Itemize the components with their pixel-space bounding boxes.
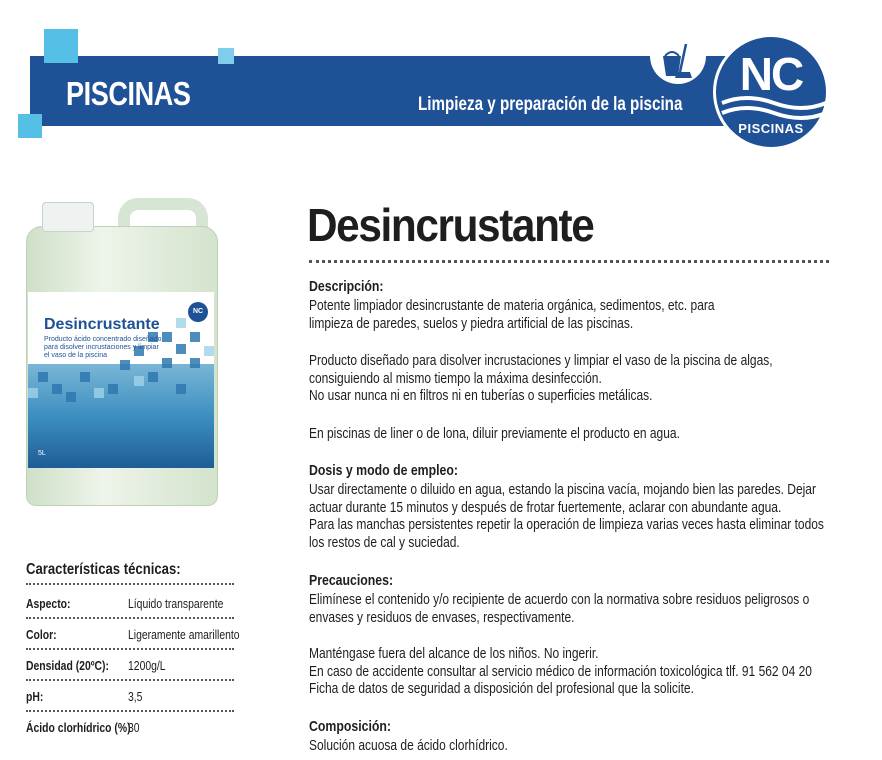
text-line: consiguiendo al mismo tiempo la máxima desinfección.: [309, 369, 602, 387]
banner-subtitle: Limpieza y preparación de la piscina: [418, 94, 683, 115]
section-text-precauciones: [309, 591, 809, 626]
section-text-liner: [309, 425, 680, 443]
dotted-divider: [26, 710, 234, 712]
banner-title: PISCINAS: [66, 75, 191, 112]
dotted-divider: [26, 617, 234, 619]
dotted-divider: [309, 260, 829, 263]
text-line: limpieza de paredes, suelos y piedra artificial de las piscinas.: [309, 314, 634, 332]
text-line: Manténgase fuera del alcance de los niños. No ingerir.: [309, 645, 599, 662]
text-line: En caso de accidente consultar al servicio médico de información toxicológica tlf. 91 562 04 20: [309, 662, 812, 680]
spec-value: 30: [128, 720, 140, 735]
section-text-producto: [309, 352, 773, 405]
text-line: Solución acuosa de ácido clorhídrico.: [309, 737, 508, 754]
dotted-divider: [26, 679, 234, 681]
section-text-seguridad: [309, 645, 812, 698]
section-heading-composicion: Composición:: [309, 718, 391, 735]
label-product-name: Desincrustante: [44, 316, 160, 333]
decor-square: [18, 114, 42, 138]
bottle-label: [28, 292, 214, 468]
section-heading-precauciones: Precauciones:: [309, 572, 394, 589]
text-line: Usar directamente o diluido en agua, estando la piscina vacía, mojando bien las paredes. Dejar: [309, 481, 816, 498]
spec-key: Aspecto:: [26, 596, 71, 611]
section-heading-descripcion: Descripción:: [309, 278, 384, 295]
product-title: Desincrustante: [307, 199, 594, 251]
section-text-descripcion: [309, 297, 715, 332]
spec-value: Ligeramente amarillento: [128, 627, 240, 642]
label-volume: 5L: [38, 450, 46, 457]
logo-tagline: PISCINAS: [738, 121, 804, 136]
section-heading-dosis: Dosis y modo de empleo:: [309, 462, 458, 479]
label-product-description: Producto ácido concentrado diseñado para disolver incrustaciones y limpiar el vaso de la piscina: [44, 336, 162, 359]
specs-title: Características técnicas:: [26, 561, 181, 578]
section-text-dosis: [309, 481, 824, 551]
dotted-divider: [26, 648, 234, 650]
spec-value: Líquido transparente: [128, 596, 224, 611]
decor-square: [44, 29, 78, 63]
text-line: Producto diseñado para disolver incrustaciones y limpiar el vaso de la piscina de algas,: [309, 352, 773, 369]
label-logo: NC: [188, 302, 208, 322]
spec-row-aspecto: [26, 596, 238, 616]
spec-row-densidad: [26, 658, 238, 678]
spec-key: Color:: [26, 627, 57, 642]
decor-square: [218, 48, 234, 64]
text-line: No usar nunca ni en filtros ni en tuberías o superficies metálicas.: [309, 387, 653, 404]
spec-value: 3,5: [128, 689, 143, 704]
text-line: En piscinas de liner o de lona, diluir previamente el producto en agua.: [309, 425, 680, 442]
text-line: Elimínese el contenido y/o recipiente de acuerdo con la normativa sobre residuos peligrosos o: [309, 591, 810, 608]
spec-row-ph: [26, 689, 238, 709]
spec-key: Densidad (20ºC):: [26, 658, 109, 673]
product-bottle-image: [22, 196, 222, 508]
text-line: Ficha de datos de seguridad a disposición del profesional que la solicite.: [309, 680, 694, 697]
nc-piscinas-logo: [713, 34, 829, 150]
text-line: Potente limpiador desincrustante de materia orgánica, sedimentos, etc. para: [309, 297, 715, 314]
wave-icon: [716, 93, 832, 123]
spec-key: Ácido clorhídrico (%): [26, 720, 131, 735]
text-line: envases y residuos de envases, respectivamente.: [309, 608, 575, 626]
bottle-cap: [42, 202, 94, 232]
spec-key: pH:: [26, 689, 44, 704]
logo-wordmark: NC: [739, 48, 803, 100]
text-line: actuar durante 15 minutos y después de frotar fuertemente, aclarar con abundante agua.: [309, 498, 782, 516]
spec-row-acido: [26, 720, 238, 740]
spec-value: 1200g/L: [128, 658, 166, 673]
spec-row-color: [26, 627, 238, 647]
text-line: los restos de cal y suciedad.: [309, 533, 460, 551]
dotted-divider: [26, 583, 234, 585]
text-line: Para las manchas persistentes repetir la operación de limpieza varias veces hasta eliminar todos: [309, 516, 824, 533]
section-text-composicion: [309, 737, 508, 755]
